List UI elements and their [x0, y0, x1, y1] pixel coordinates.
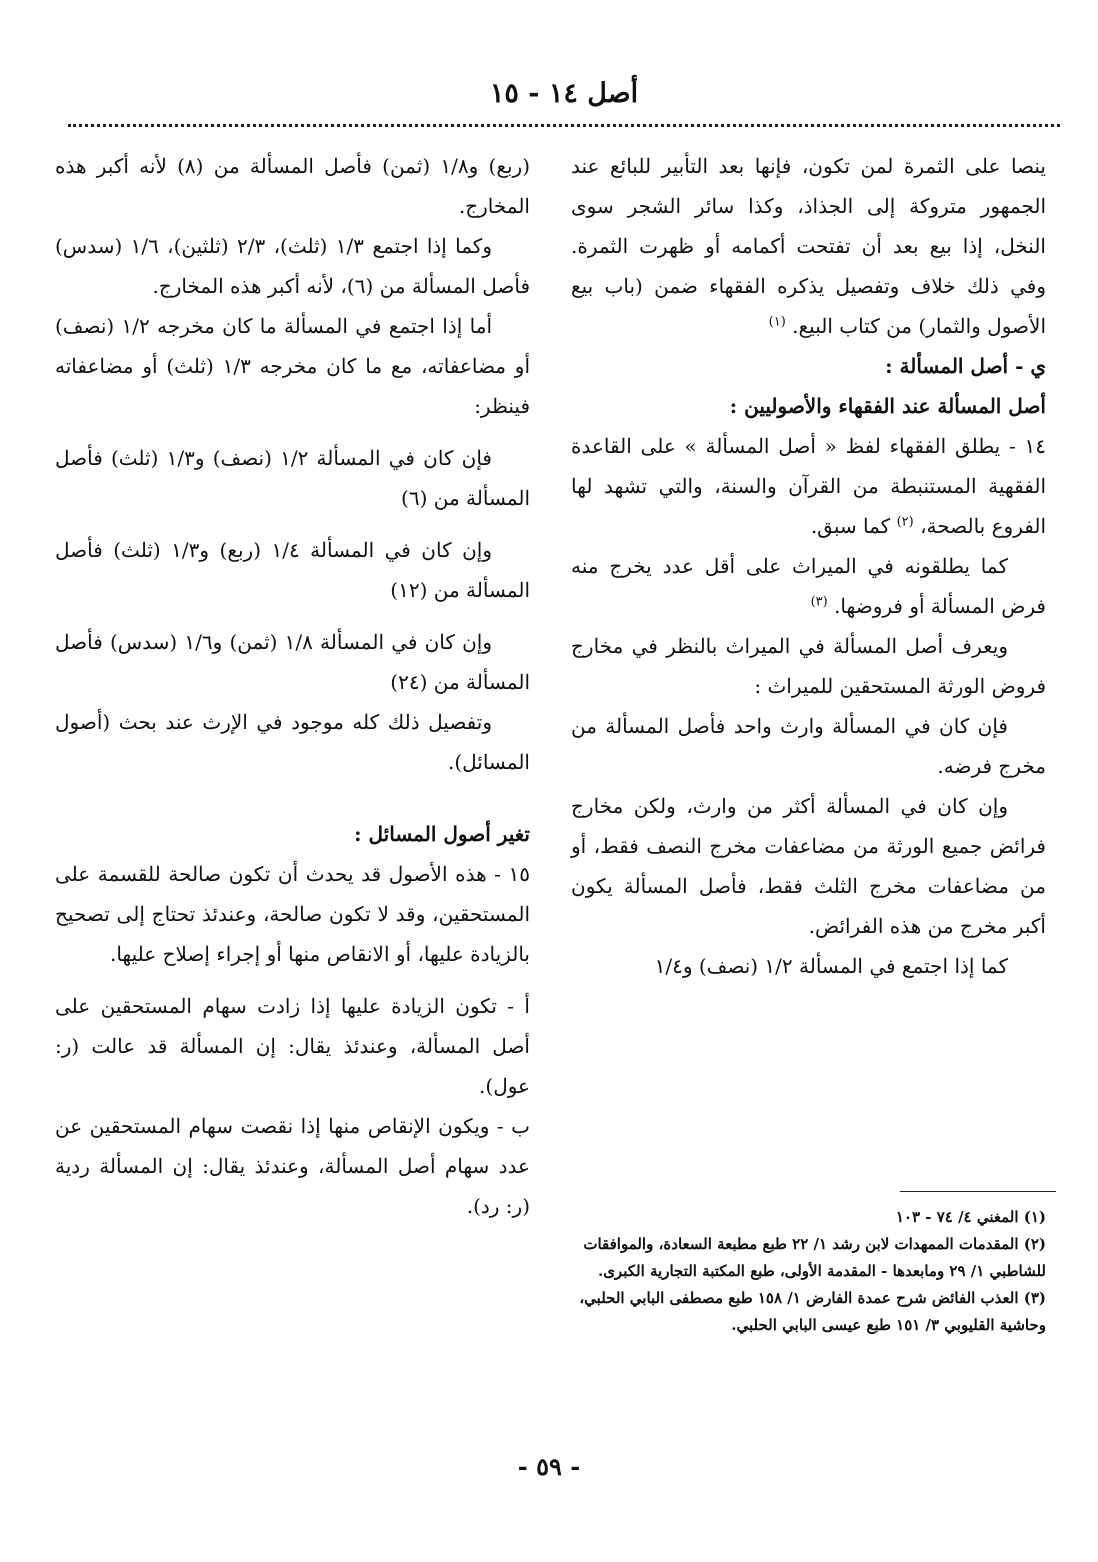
- paragraph: فإن كان في المسألة وارث واحد فأصل المسألة من مخرج فرضه.: [571, 714, 1046, 778]
- page-header: أصل ١٤ - ١٥: [489, 78, 639, 109]
- paragraph: ويعرف أصل المسألة في الميراث بالنظر في مخارج فروض الورثة المستحقين للميراث :: [571, 634, 1046, 698]
- paragraph: ١٤ - يطلق الفقهاء لفظ « أصل المسألة » على القاعدة الفقهية المستنبطة من القرآن والسنة، والتي تشهد لها الفروع بالصحة، $^{(٢)}$ كما سبق.: [571, 434, 1046, 538]
- section-heading: ي - أصل المسألة :: [885, 354, 1046, 378]
- paragraph: كما يطلقونه في الميراث على أقل عدد يخرج منه فرض المسألة أو فروضها. $^{(٣)}$: [571, 554, 1046, 618]
- paragraph: فإن كان في المسألة ١/٢ (نصف) و١/٣ (ثلث) فأصل المسألة من (٦): [55, 446, 530, 510]
- footnotes: [571, 1204, 1046, 1339]
- paragraph: وإن كان في المسألة أكثر من وارث، ولكن مخارج فرائض جميع الورثة من مضاعفات مخرج النصف فقط، أو من مضاعفات مخرج الثلث فقط، فأصل المسألة يكون أكبر مخرج من هذه الفرائض.: [571, 794, 1046, 938]
- paragraph: وإن كان في المسألة ١/٤ (ربع) و١/٣ (ثلث) فأصل المسألة من (١٢): [55, 538, 530, 602]
- paragraph: كما إذا اجتمع في المسألة ١/٢ (نصف) و١/٤: [654, 954, 1008, 978]
- subsection-heading: أصل المسألة عند الفقهاء والأصوليين :: [729, 394, 1046, 418]
- footnote-ref[interactable]: (٣): [810, 594, 828, 610]
- paragraph: وكما إذا اجتمع ١/٣ (ثلث)، ٢/٣ (ثلثين)، ١/٦ (سدس) فأصل المسألة من (٦)، لأنه أكبر هذه المخارج.: [55, 234, 530, 298]
- footnote: (٢) المقدمات الممهدات لابن رشد ١/ ٢٢ طبع مطبعة السعادة، والموافقات للشاطبي ١/ ٢٩ ومابعدها - المقدمة الأولى، طبع المكتبة التجارية الكبرى.: [583, 1235, 1046, 1280]
- right-column: [571, 146, 1046, 986]
- paragraph: وإن كان في المسألة ١/٨ (ثمن) و١/٦ (سدس) فأصل المسألة من (٢٤): [55, 630, 530, 694]
- paragraph: (ربع) و١/٨ (ثمن) فأصل المسألة من (٨) لأنه أكبر هذه المخارج.: [55, 154, 530, 218]
- paragraph: وتفصيل ذلك كله موجود في الإرث عند بحث (أصول المسائل).: [55, 710, 530, 774]
- page-number: - ٥٩ -: [517, 1452, 581, 1481]
- footnote: (١) المغني ٤/ ٧٤ - ١٠٣: [895, 1208, 1046, 1226]
- header-divider: [68, 124, 1060, 127]
- footnote-ref[interactable]: (١): [768, 314, 786, 330]
- paragraph: ب - ويكون الإنقاص منها إذا نقصت سهام المستحقين عن عدد سهام أصل المسألة، وعندئذ يقال: إن المسألة ردية (ر: رد).: [55, 1114, 530, 1218]
- paragraph: أ - تكون الزيادة عليها إذا زادت سهام المستحقين على أصل المسألة، وعندئذ يقال: إن المسألة قد عالت (ر: عول).: [55, 994, 530, 1098]
- footnote-ref[interactable]: (٢): [896, 514, 914, 530]
- footnote: (٣) العذب الفائض شرح عمدة الفارض ١/ ١٥٨ طبع مصطفى البابي الحلبي، وحاشية القليوبي ٣/ ١٥١ طبع عيسى البابي الحلبي.: [579, 1289, 1046, 1334]
- paragraph: ينصا على الثمرة لمن تكون، فإنها بعد التأبير للبائع عند الجمهور متروكة إلى الجذاذ، وكذا سائر الشجر سوى النخل، إذا بيع بعد أن تفتحت أكمامه أو ظهرت الثمرة. وفي ذلك خلاف وتفصيل يذكره الفقهاء ضمن (باب بيع الأصول والثمار) من كتاب البيع. $^{(١)}$: [571, 154, 1046, 338]
- footnote-divider: [900, 1191, 1056, 1192]
- section-heading: تغير أصول المسائل :: [354, 822, 530, 846]
- paragraph: ١٥ - هذه الأصول قد يحدث أن تكون صالحة للقسمة على المستحقين، وقد لا تكون صالحة، وعندئذ تحتاج إلى تصحيح بالزيادة عليها، أو الانقاص منها أو إجراء إصلاح عليها.: [55, 862, 530, 966]
- paragraph: أما إذا اجتمع في المسألة ما كان مخرجه ١/٢ (نصف) أو مضاعفاته، مع ما كان مخرجه ١/٣ (ثلث) أو مضاعفاته فينظر:: [55, 314, 530, 418]
- left-column: [55, 146, 530, 1226]
